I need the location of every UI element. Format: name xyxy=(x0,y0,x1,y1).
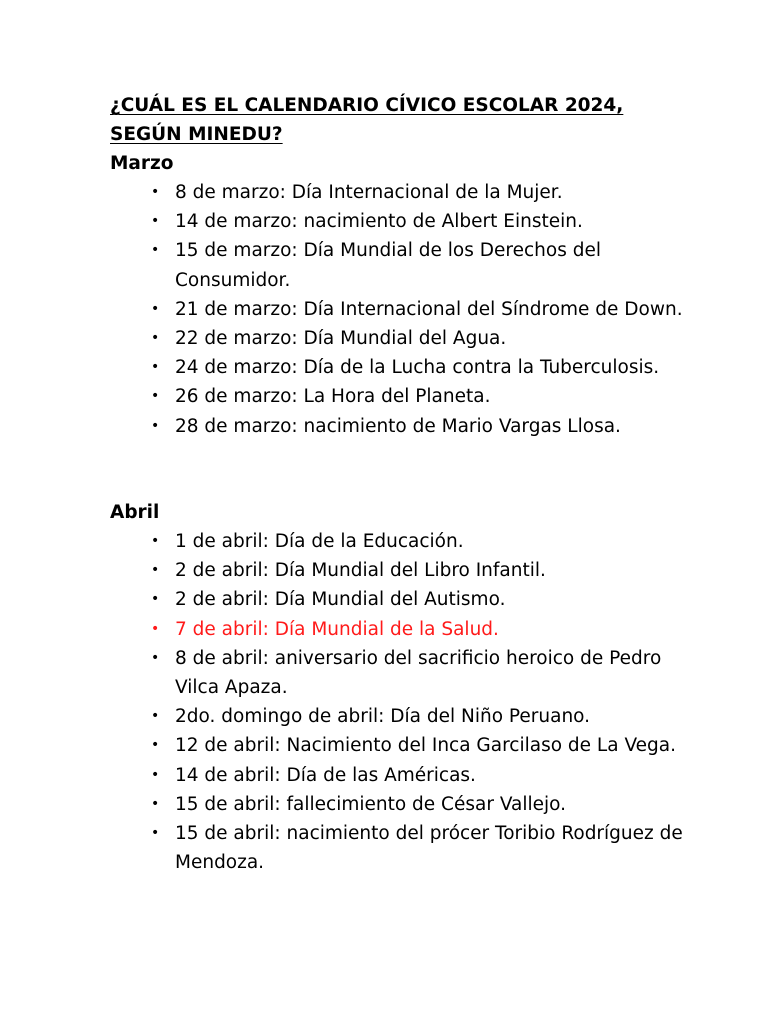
list-item xyxy=(110,207,690,236)
list-item-text: 15 de marzo: Día Mundial de los Derechos del Consumidor. xyxy=(175,240,601,291)
list-item xyxy=(110,585,690,614)
section-abril xyxy=(110,498,690,877)
list-item xyxy=(110,353,690,382)
bullet-icon: • xyxy=(151,330,160,347)
list-item-text: 1 de abril: Día de la Educación. xyxy=(175,531,464,552)
list-item-text: 14 de marzo: nacimiento de Albert Einstein. xyxy=(175,211,583,233)
list-item xyxy=(110,412,690,441)
list-item xyxy=(110,236,690,294)
list-item-highlighted xyxy=(110,615,690,644)
section-heading: Abril xyxy=(110,502,160,523)
list-item-text: 15 de abril: nacimiento del prócer Toribio Rodríguez de Mendoza. xyxy=(175,823,683,874)
list-item xyxy=(110,556,690,585)
list-item xyxy=(110,644,690,702)
list-item-text: 12 de abril: Nacimiento del Inca Garcilaso de La Vega. xyxy=(175,735,677,757)
list-item xyxy=(110,382,690,411)
list-item xyxy=(110,761,690,790)
section-marzo xyxy=(110,149,690,441)
bullet-icon: • xyxy=(151,213,160,230)
list-item-text: 8 de abril: aniversario del sacrificio heroico de Pedro Vilca Apaza. xyxy=(175,647,662,699)
bullet-icon: • xyxy=(151,300,160,317)
bullet-icon: • xyxy=(151,737,160,754)
bullet-icon: • xyxy=(151,388,160,405)
list-item xyxy=(110,295,690,324)
bullet-icon: • xyxy=(151,562,160,579)
list-item-text: 2do. domingo de abril: Día del Niño Peruano. xyxy=(175,706,591,728)
list-item-text: 28 de marzo: nacimiento de Mario Vargas Llosa. xyxy=(175,415,621,437)
bullet-icon: • xyxy=(151,184,160,200)
bullet-icon: • xyxy=(151,825,160,842)
list-item-text: 26 de marzo: La Hora del Planeta. xyxy=(175,386,491,408)
bullet-icon: • xyxy=(151,649,160,666)
list-item xyxy=(110,819,690,877)
list-item-text: 2 de abril: Día Mundial del Libro Infantil. xyxy=(175,560,546,582)
section-heading: Marzo xyxy=(110,153,174,174)
list-item xyxy=(110,178,690,207)
list-item-text: 2 de abril: Día Mundial del Autismo. xyxy=(175,589,506,611)
list-item-text: 15 de abril: fallecimiento de César Vallejo. xyxy=(175,793,567,815)
list-item xyxy=(110,702,690,731)
bullet-icon: • xyxy=(151,591,160,608)
list-item-text: 7 de abril: Día Mundial de la Salud. xyxy=(175,618,499,640)
list-item-text: 21 de marzo: Día Internacional del Síndrome de Down. xyxy=(175,298,683,320)
list-item xyxy=(110,731,690,760)
list-item xyxy=(110,527,690,556)
document-title: ¿CUÁL ES EL CALENDARIO CÍVICO ESCOLAR 2024, SEGÚN MINEDU? xyxy=(110,95,624,145)
bullet-icon: • xyxy=(151,766,160,783)
item-list xyxy=(110,178,690,441)
bullet-icon: • xyxy=(151,417,160,434)
bullet-icon: • xyxy=(151,620,160,637)
bullet-icon: • xyxy=(151,359,160,376)
bullet-icon: • xyxy=(151,533,160,549)
bullet-icon: • xyxy=(151,242,160,259)
list-item-text: 24 de marzo: Día de la Lucha contra la Tuberculosis. xyxy=(175,357,660,379)
bullet-icon: • xyxy=(151,795,160,812)
bullet-icon: • xyxy=(151,708,160,725)
item-list xyxy=(110,527,690,877)
list-item xyxy=(110,790,690,819)
list-item-text: 22 de marzo: Día Mundial del Agua. xyxy=(175,328,507,350)
list-item xyxy=(110,324,690,353)
list-item-text: 14 de abril: Día de las Américas. xyxy=(175,764,476,786)
list-item-text: 8 de marzo: Día Internacional de la Mujer. xyxy=(175,182,563,203)
